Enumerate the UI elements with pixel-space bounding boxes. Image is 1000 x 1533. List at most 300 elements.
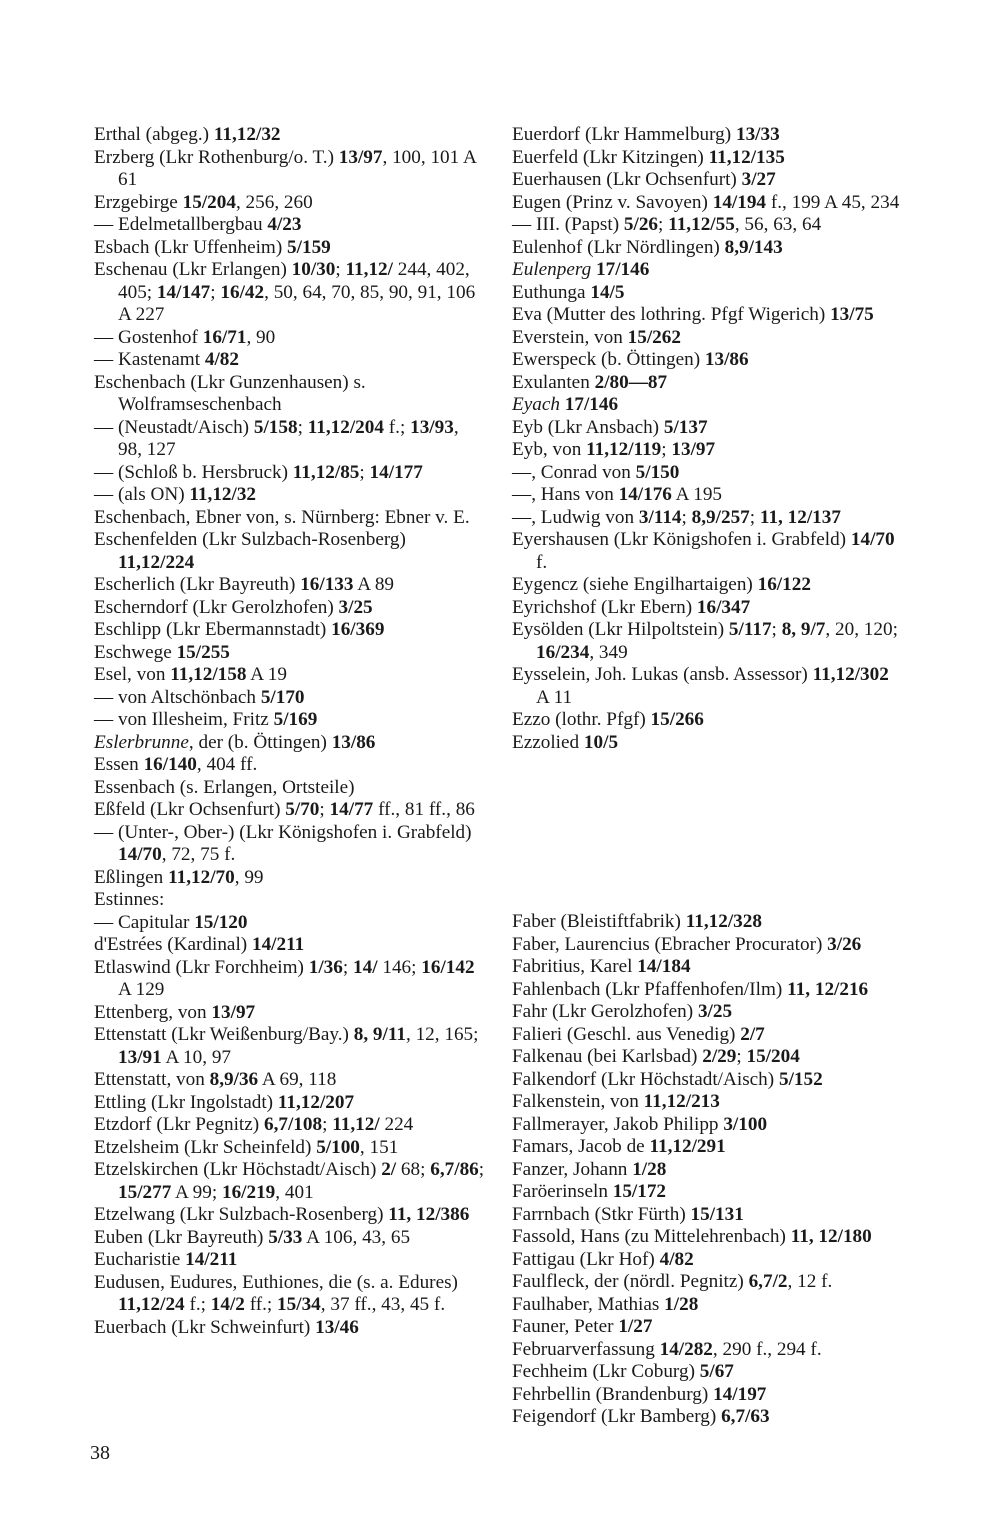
index-entry: [512, 574, 902, 597]
index-entry: [94, 1002, 486, 1025]
entry-text: Euerhausen (Lkr Ochsenfurt): [512, 169, 742, 190]
index-entry: [94, 822, 486, 867]
italic-term: Eyach: [512, 394, 560, 415]
page-reference: 12/386: [411, 1204, 470, 1225]
entry-text: Faulhaber, Mathias: [512, 1293, 665, 1315]
page-reference: 15/266: [650, 709, 704, 730]
entry-text: d'Estrées (Kardinal): [94, 934, 252, 955]
index-entry: [512, 956, 902, 979]
entry-text: ;: [478, 1159, 485, 1180]
index-entry: [94, 732, 486, 755]
index-entry: [512, 169, 902, 192]
entry-text: ;: [297, 416, 308, 438]
entry-text: , 12, 165;: [405, 1024, 479, 1045]
entry-text: , 56, 63, 64: [734, 214, 822, 235]
entry-text: Escherlich (Lkr Bayreuth): [94, 574, 301, 595]
page-reference: 5/150: [635, 461, 680, 483]
page-reference: 12/137: [782, 506, 841, 528]
entry-text: Eygencz (siehe Engilhartaigen): [512, 574, 758, 595]
index-section-f: [512, 911, 902, 1429]
page-reference: 10/30: [291, 259, 336, 280]
page-reference: 5/100: [316, 1136, 360, 1158]
entry-text: Eschwege: [94, 641, 177, 663]
entry-text: ;: [658, 214, 669, 235]
page-reference: 2/80—87: [594, 371, 668, 393]
entry-text: ;: [771, 619, 782, 640]
entry-text: Eyrichshof (Lkr Ebern): [512, 596, 697, 618]
entry-text: ;: [342, 956, 354, 978]
entry-text: —, Hans von: [512, 484, 619, 505]
page-reference: 12/180: [813, 1226, 872, 1247]
page-reference: 15/172: [612, 1181, 667, 1202]
page-reference: 14/282: [659, 1338, 713, 1360]
entry-text: Ettenstatt (Lkr Weißenburg/Bay.): [94, 1024, 354, 1045]
index-entry: [94, 597, 486, 620]
index-entry: [94, 484, 486, 507]
page-reference: 10/5: [583, 731, 619, 753]
entry-text: —, Ludwig von: [512, 506, 639, 528]
entry-text: — (als ON): [94, 484, 190, 505]
page-reference: 13/97: [211, 1001, 256, 1023]
index-entry: [512, 709, 902, 732]
entry-text: Farrnbach (Stkr Fürth): [512, 1203, 691, 1225]
entry-text: Falkenstein, von: [512, 1091, 644, 1112]
entry-text: Faber (Bleistiftfabrik): [512, 911, 686, 932]
index-entry: [94, 912, 486, 935]
index-entry: [512, 1181, 902, 1204]
page-reference: 16/71: [202, 326, 247, 348]
entry-text: Euthunga: [512, 281, 591, 303]
page-reference: 13/91: [118, 1046, 162, 1068]
page-reference: 11,12/32: [189, 484, 257, 505]
page-reference: 8,9/143: [724, 236, 783, 258]
page-reference: 16/234: [536, 641, 590, 663]
index-entry: [94, 1204, 486, 1227]
entry-text: 146;: [377, 956, 422, 978]
index-entry: [512, 1339, 902, 1362]
entry-text: Euerbach (Lkr Schweinfurt): [94, 1316, 316, 1338]
entry-text: Estinnes:: [94, 889, 165, 910]
entry-text: Etzelwang (Lkr Sulzbach-Rosenberg): [94, 1204, 389, 1225]
entry-text: Eudusen, Eudures, Euthiones, die (s. a. Edures): [94, 1271, 458, 1293]
page-reference: 11,12/158: [170, 664, 247, 685]
page-reference: 14/177: [369, 461, 423, 483]
entry-text: —, Conrad von: [512, 461, 636, 483]
index-entry: [512, 1249, 902, 1272]
page-reference: 2/7: [740, 1023, 765, 1045]
index-entry: [512, 484, 902, 507]
entry-text: Eßlingen: [94, 866, 169, 888]
index-entry: [94, 259, 486, 327]
index-entry: [512, 1226, 902, 1249]
index-entry: [94, 574, 486, 597]
index-entry: [512, 979, 902, 1002]
page-reference: 8,9/257: [691, 506, 750, 528]
entry-text: A 89: [353, 574, 395, 595]
entry-text: Etlaswind (Lkr Forchheim): [94, 956, 309, 978]
page-reference: 11,12/135: [708, 146, 785, 168]
index-entry: [512, 1091, 902, 1114]
page-reference: 9/11: [368, 1024, 406, 1045]
index-entry: [512, 372, 902, 395]
entry-text: f.;: [184, 1294, 211, 1315]
page-reference: 13/97: [338, 146, 383, 168]
index-entry: [512, 1361, 902, 1384]
index-entry: [94, 754, 486, 777]
entry-text: Exulanten: [512, 371, 595, 393]
entry-text: Ewerspeck (b. Öttingen): [512, 349, 705, 370]
entry-text: ;: [322, 1114, 333, 1135]
page-reference: 1/27: [618, 1316, 653, 1337]
index-entry: [512, 147, 902, 170]
index-entry: [94, 1272, 486, 1317]
entry-text: — III. (Papst): [512, 214, 624, 235]
entry-text: , 256, 260: [235, 191, 313, 213]
entry-text: , 20, 120;: [825, 619, 898, 640]
index-entry: [94, 1249, 486, 1272]
entry-text: ;: [319, 799, 330, 820]
entry-text: Falieri (Geschl. aus Venedig): [512, 1023, 741, 1045]
index-entry: [512, 1069, 902, 1092]
page-reference: 3/27: [741, 169, 776, 190]
index-entry: [94, 619, 486, 642]
page-reference: 14/2: [210, 1294, 245, 1315]
entry-text: Everstein, von: [512, 326, 628, 348]
entry-text: Falkendorf (Lkr Höchstadt/Aisch): [512, 1068, 779, 1090]
page-reference: 5/70: [285, 799, 320, 820]
page-reference: 15/277: [118, 1181, 172, 1203]
entry-text: Esel, von: [94, 664, 171, 685]
page-reference: 15/204: [746, 1046, 800, 1067]
entry-text: , 151: [359, 1136, 399, 1158]
entry-text: Ettenstatt, von: [94, 1069, 210, 1090]
page-reference: 14/77: [329, 799, 374, 820]
entry-text: Eyb, von: [512, 439, 587, 460]
entry-text: Fattigau (Lkr Hof): [512, 1248, 660, 1270]
page-reference: 5/170: [260, 686, 305, 708]
page-reference: 11,: [787, 978, 811, 1000]
entry-text: Etzelsheim (Lkr Scheinfeld): [94, 1136, 317, 1158]
page-reference: 5/169: [273, 709, 318, 730]
entry-text: — Capitular: [94, 911, 195, 933]
index-section-e: [512, 124, 902, 754]
page-reference: 5/152: [778, 1068, 823, 1090]
page-reference: 14/70: [118, 844, 162, 865]
page-reference: 16/122: [757, 574, 811, 595]
entry-text: , 100, 101 A 61: [118, 146, 476, 190]
entry-text: Escherndorf (Lkr Gerolzhofen): [94, 596, 339, 618]
page-reference: 16/369: [331, 619, 385, 640]
page-reference: 11,12/: [345, 259, 393, 280]
page-reference: 5/67: [699, 1361, 734, 1382]
index-entry: [94, 799, 486, 822]
entry-text: — von Illesheim, Fritz: [94, 709, 274, 730]
page-reference: 14/184: [637, 956, 691, 977]
index-entry: [512, 1024, 902, 1047]
index-entry: [512, 507, 902, 530]
entry-text: Fabritius, Karel: [512, 956, 638, 977]
index-entry: [512, 1136, 902, 1159]
entry-text: , 12 f.: [787, 1271, 833, 1292]
page-reference: 8,: [781, 619, 797, 640]
index-entry: [94, 237, 486, 260]
entry-text: Eulenhof (Lkr Nördlingen): [512, 236, 725, 258]
index-entry: [94, 1069, 486, 1092]
entry-text: A 10, 97: [161, 1046, 232, 1068]
entry-text: Feigendorf (Lkr Bamberg): [512, 1406, 722, 1427]
section-gap: [512, 754, 902, 911]
page-reference: 11,12/291: [649, 1136, 726, 1157]
page-reference: 5/33: [268, 1226, 303, 1248]
entry-text: Eugen (Prinz v. Savoyen): [512, 191, 713, 213]
page-reference: 4/82: [204, 349, 239, 370]
page-reference: 11,12/213: [643, 1091, 720, 1112]
index-entry: [512, 1046, 902, 1069]
entry-text: Erzgebirge: [94, 191, 183, 213]
entry-text: , 72, 75 f.: [161, 844, 236, 865]
page-reference: 13/33: [735, 124, 780, 145]
index-entry: [94, 867, 486, 890]
page-reference: 1/28: [632, 1158, 667, 1180]
page-reference: 14/176: [618, 484, 672, 505]
page-reference: 13/97: [671, 439, 716, 460]
index-entry: [94, 124, 486, 147]
entry-text: — (Unter-, Ober-) (Lkr Königshofen i. Grabfeld): [94, 821, 472, 843]
index-entry: [512, 732, 902, 755]
page-reference: 16/142: [421, 956, 475, 978]
page-reference: 2/29: [702, 1046, 737, 1067]
page-reference: 15/34: [277, 1294, 321, 1315]
page-reference: 9/7: [796, 619, 826, 640]
entry-text: ff.;: [244, 1294, 278, 1315]
page-reference: 11,12/70: [168, 866, 235, 888]
page-reference: 11,12/24: [118, 1294, 185, 1315]
entry-text: f.;: [383, 416, 411, 438]
page-reference: 14/197: [713, 1383, 767, 1405]
italic-term: Eulenperg: [512, 259, 592, 280]
page-reference: 14/5: [590, 281, 625, 303]
entry-text: Euerfeld (Lkr Kitzingen): [512, 146, 709, 168]
page-reference: 15/131: [690, 1203, 744, 1225]
index-entry: [512, 462, 902, 485]
entry-text: , 37 ff., 43, 45 f.: [320, 1294, 446, 1315]
page-reference: 14/211: [185, 1249, 238, 1270]
page-reference: 16/140: [143, 754, 197, 775]
entry-text: Eysselein, Joh. Lukas (ansb. Assessor): [512, 664, 813, 685]
entry-text: A 106, 43, 65: [302, 1226, 411, 1248]
index-entry: [94, 417, 486, 462]
page-reference: 2/: [381, 1159, 397, 1180]
page-reference: 3/26: [827, 933, 862, 955]
index-entry: [94, 327, 486, 350]
page-reference: 5/117: [728, 619, 772, 640]
entry-text: Eyershausen (Lkr Königshofen i. Grabfeld): [512, 529, 851, 550]
index-entry: [94, 777, 486, 800]
page-reference: 11,12/328: [685, 911, 762, 932]
entry-text: Februarverfassung: [512, 1338, 660, 1360]
entry-text: Faber, Laurencius (Ebracher Procurator): [512, 933, 828, 955]
index-entry: [512, 1316, 902, 1339]
entry-text: Essen: [94, 754, 144, 775]
index-entry: [512, 124, 902, 147]
entry-text: , 98, 127: [118, 416, 459, 460]
entry-text: Eßfeld (Lkr Ochsenfurt): [94, 799, 286, 820]
index-entry: [94, 709, 486, 732]
entry-text: Eschenbach (Lkr Gunzenhausen) s. Wolframseschenbach: [94, 371, 366, 415]
entry-text: Erthal (abgeg.): [94, 124, 214, 145]
index-entry: [512, 439, 902, 462]
page-reference: 3/114: [638, 506, 682, 528]
page-reference: 1/28: [664, 1293, 699, 1315]
entry-text: Eucharistie: [94, 1249, 186, 1270]
entry-text: , 50, 64, 70, 85, 90, 91, 106 A 227: [118, 281, 476, 325]
page-reference: 3/100: [723, 1113, 768, 1135]
index-entry: [94, 462, 486, 485]
entry-text: Faröerinseln: [512, 1181, 613, 1202]
index-entry: [512, 934, 902, 957]
page-reference: 6,7/86: [430, 1159, 479, 1180]
page-reference: 13/93: [410, 416, 454, 438]
index-entry: [512, 417, 902, 440]
index-entry: [512, 237, 902, 260]
entry-text: Fanzer, Johann: [512, 1158, 633, 1180]
entry-text: Famars, Jacob de: [512, 1136, 650, 1157]
page-reference: 11,12/119: [586, 439, 662, 460]
entry-text: , der (b. Öttingen): [188, 731, 332, 753]
index-entry: [94, 1137, 486, 1160]
page-reference: 11,12/55: [668, 214, 735, 235]
entry-text: A 69, 118: [258, 1069, 337, 1090]
entry-text: Eschenbach, Ebner von, s. Nürnberg: Ebner v. E.: [94, 506, 470, 528]
page-reference: 5/158: [253, 416, 298, 438]
entry-text: Erzberg (Lkr Rothenburg/o. T.): [94, 146, 339, 168]
index-entry: [512, 349, 902, 372]
index-entry: [512, 394, 902, 417]
page-reference: 3/25: [338, 596, 373, 618]
page-number: 38: [90, 1442, 110, 1464]
page-reference: 16/42: [220, 281, 265, 303]
page-reference: 3/25: [697, 1001, 733, 1022]
index-entry: [94, 934, 486, 957]
index-entry: [94, 1159, 486, 1204]
entry-text: A 99;: [171, 1181, 222, 1203]
page-reference: 13/86: [704, 349, 749, 370]
entry-text: A 129: [118, 979, 165, 1000]
page-reference: 11,: [759, 506, 783, 528]
entry-text: Euerdorf (Lkr Hammelburg): [512, 124, 736, 145]
index-entry: [512, 192, 902, 215]
page-reference: 1/36: [308, 956, 343, 978]
index-entry: [512, 529, 902, 574]
page-reference: 17/146: [564, 394, 619, 415]
entry-text: 224: [379, 1114, 414, 1135]
page-reference: 11,12/: [332, 1114, 380, 1135]
page-reference: 11,12/207: [277, 1091, 355, 1113]
index-entry: [512, 664, 902, 709]
entry-text: , 401: [275, 1181, 314, 1203]
entry-text: Fassold, Hans (zu Mittelehrenbach): [512, 1226, 791, 1247]
index-column-left: [94, 124, 486, 1339]
page-reference: 13/75: [830, 304, 874, 325]
entry-text: Fechheim (Lkr Coburg): [512, 1361, 700, 1382]
page-reference: 16/347: [696, 596, 751, 618]
page-reference: 11,12/204: [307, 416, 384, 438]
index-entry: [94, 147, 486, 192]
page-reference: 11,12/224: [118, 551, 195, 573]
page-reference: 6,7/2: [748, 1271, 788, 1292]
index-entry: [94, 529, 486, 574]
page-reference: 12/216: [810, 978, 869, 1000]
entry-text: Fahlenbach (Lkr Pfaffenhofen/Ilm): [512, 978, 788, 1000]
page-reference: 14/70: [850, 529, 895, 550]
index-entry: [94, 214, 486, 237]
entry-text: Eyb (Lkr Ansbach): [512, 416, 664, 438]
index-entry: [94, 1227, 486, 1250]
page-reference: 14/: [353, 956, 378, 978]
page-reference: 13/46: [315, 1316, 359, 1338]
entry-text: Ezzo (lothr. Pfgf): [512, 709, 651, 730]
index-entry: [512, 1204, 902, 1227]
entry-text: Eschlipp (Lkr Ebermannstadt): [94, 619, 332, 640]
entry-text: Ettenberg, von: [94, 1001, 212, 1023]
page-reference: 15/120: [194, 911, 248, 933]
entry-text: ;: [736, 1046, 747, 1067]
entry-text: , 349: [589, 641, 628, 663]
page-reference: 14/147: [156, 281, 211, 303]
entry-text: Esbach (Lkr Uffenheim): [94, 236, 288, 258]
entry-text: — Kastenamt: [94, 349, 205, 370]
entry-text: ;: [661, 439, 672, 460]
index-entry: [94, 1092, 486, 1115]
page-reference: 14/211: [251, 934, 305, 955]
index-entry: [512, 1406, 902, 1429]
entry-text: Eschenau (Lkr Erlangen): [94, 259, 292, 280]
page-reference: 6,7/63: [721, 1406, 770, 1427]
index-entry: [512, 1384, 902, 1407]
index-entry: [512, 597, 902, 620]
page-reference: 5/137: [663, 416, 708, 438]
entry-text: ;: [335, 259, 346, 280]
entry-text: Etzdorf (Lkr Pegnitz): [94, 1114, 264, 1135]
page-reference: 5/159: [287, 236, 331, 258]
page-reference: 5/26: [623, 214, 659, 235]
index-entry: [512, 1294, 902, 1317]
entry-text: f.: [536, 551, 548, 573]
entry-text: Fallmerayer, Jakob Philipp: [512, 1113, 724, 1135]
entry-text: A 19: [246, 664, 287, 685]
page-reference: 16/133: [300, 574, 354, 595]
entry-text: Fehrbellin (Brandenburg): [512, 1383, 714, 1405]
index-entry: [512, 327, 902, 350]
page-reference: 16/219: [221, 1181, 276, 1203]
entry-text: ;: [210, 281, 221, 303]
index-entry: [512, 304, 902, 327]
entry-text: Ezzolied: [512, 731, 584, 753]
index-entry: [512, 214, 902, 237]
entry-text: Euben (Lkr Bayreuth): [94, 1226, 269, 1248]
index-entry: [94, 889, 486, 912]
entry-text: f., 199 A 45, 234: [766, 191, 900, 213]
page-reference: 11,12/302: [812, 664, 889, 685]
page-reference: 15/204: [182, 191, 236, 213]
entry-text: , 99: [234, 866, 264, 888]
page-reference: 14/194: [712, 191, 767, 213]
index-entry: [94, 1114, 486, 1137]
page-reference: 13/86: [331, 731, 376, 753]
entry-text: , 290 f., 294 f.: [712, 1338, 822, 1360]
page-reference: 4/23: [267, 214, 302, 235]
index-entry: [512, 1271, 902, 1294]
